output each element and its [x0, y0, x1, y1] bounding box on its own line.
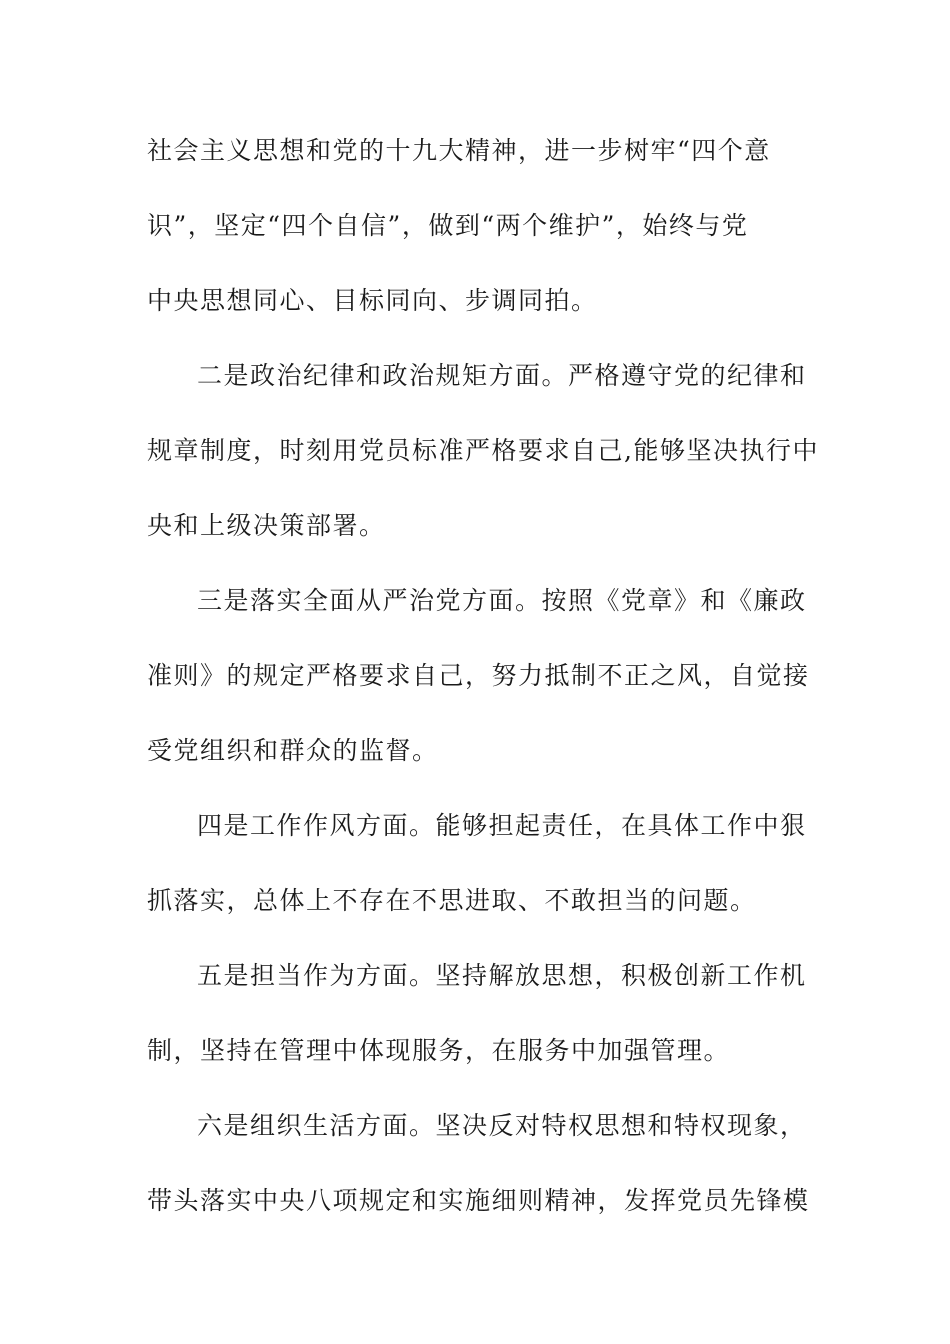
text-line: 抓落实，总体上不存在不思进取、不敢担当的问题。: [147, 886, 757, 915]
paragraph-start-line: 四是工作作风方面。能够担起责任，在具体工作中狠: [197, 811, 807, 840]
paragraph-start-line: 六是组织生活方面。坚决反对特权思想和特权现象，: [197, 1111, 807, 1140]
text-line: 受党组织和群众的监督。: [147, 736, 439, 765]
paragraph-start-line: 二是政治纪律和政治规矩方面。严格遵守党的纪律和: [197, 361, 807, 390]
paragraph-start-line: 五是担当作为方面。坚持解放思想，积极创新工作机: [197, 961, 807, 990]
text-line: 社会主义思想和党的十九大精神，进一步树牢“四个意: [147, 136, 771, 165]
text-line: 中央思想同心、目标同向、步调同拍。: [147, 286, 598, 315]
text-line: 央和上级决策部署。: [147, 511, 386, 540]
text-line: 准则》的规定严格要求自己，努力抵制不正之风，自觉接: [147, 661, 810, 690]
paragraph-start-line: 三是落实全面从严治党方面。按照《党章》和《廉政: [197, 586, 807, 615]
text-line: 规章制度，时刻用党员标准严格要求自己,能够坚决执行中: [147, 436, 819, 465]
text-line: 识”，坚定“四个自信”，做到“两个维护”，始终与党: [147, 211, 749, 240]
text-line: 制，坚持在管理中体现服务，在服务中加强管理。: [147, 1036, 731, 1065]
text-line: 带头落实中央八项规定和实施细则精神，发挥党员先锋模: [147, 1186, 810, 1215]
